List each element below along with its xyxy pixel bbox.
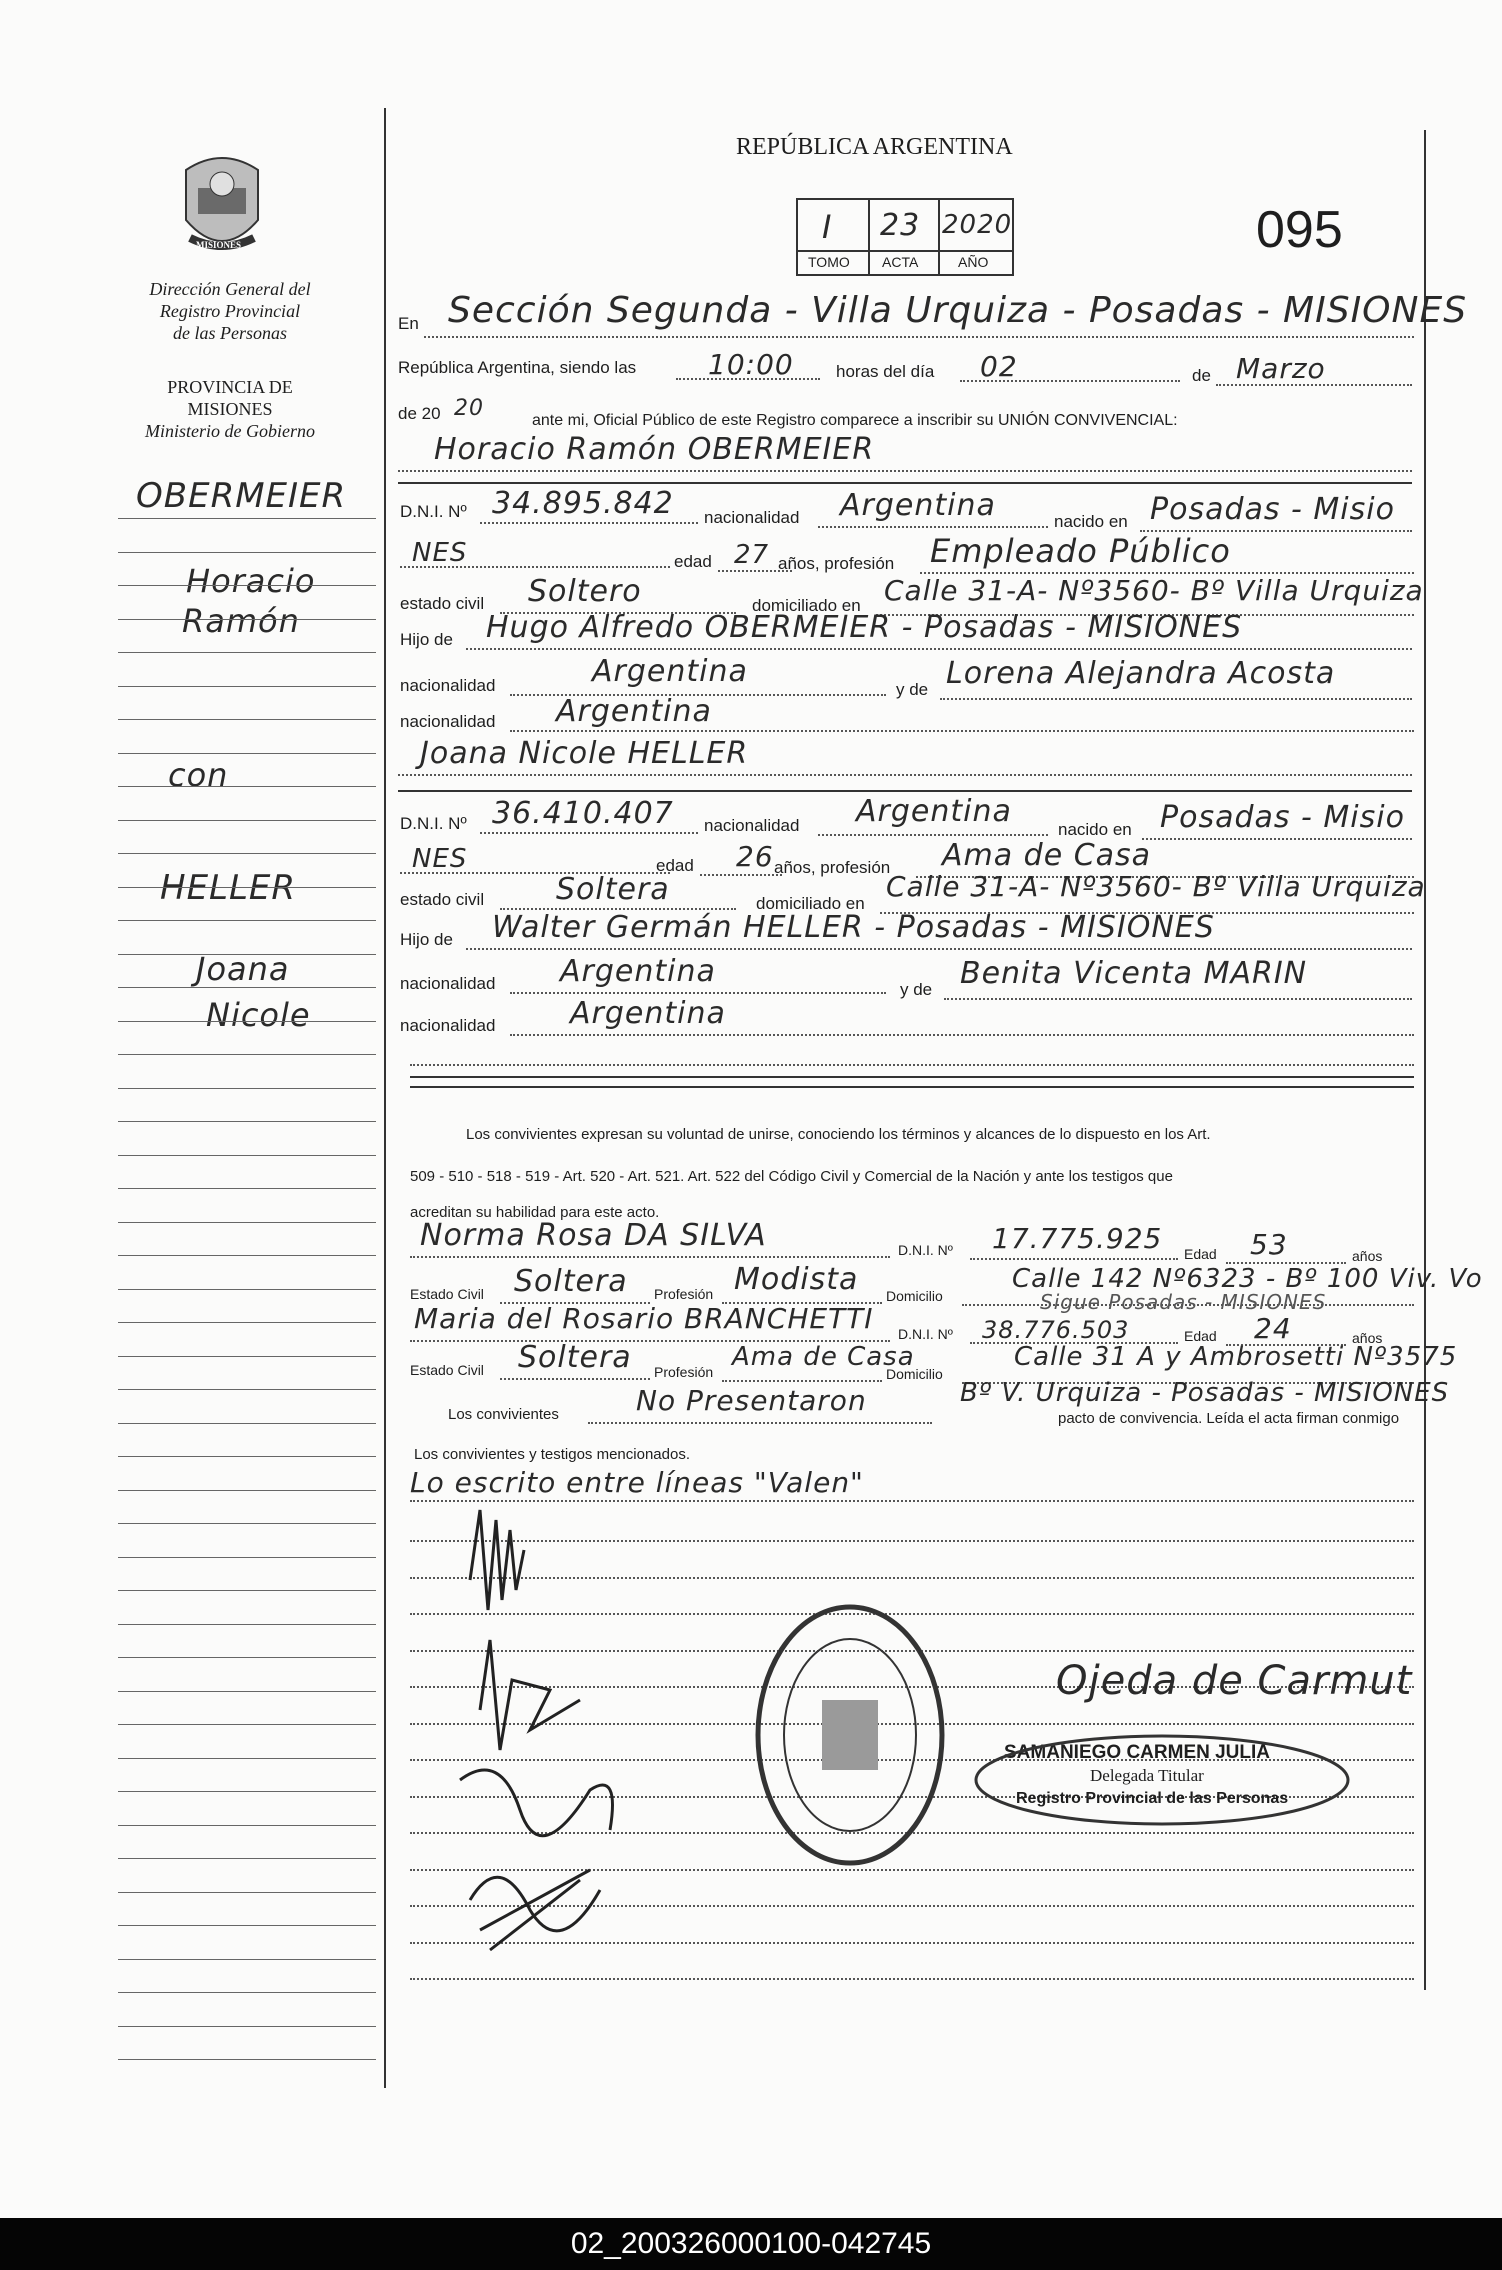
margin-given2b: Nicole — [206, 996, 311, 1034]
margin-given1b: Ramón — [182, 602, 300, 640]
p1-profession: Empleado Público — [930, 532, 1231, 570]
party-signatures — [440, 1490, 660, 1980]
w2-dom-label: Domicilio — [886, 1366, 943, 1382]
de20-label: de 20 — [398, 404, 441, 423]
margin-line — [118, 2059, 376, 2060]
tomo-acta-ano-box — [796, 198, 1014, 276]
province-line2: MISIONES — [187, 399, 273, 419]
closing-note: Lo escrito entre líneas "Valen" — [410, 1466, 864, 1499]
p1-birthplace2: NES — [412, 538, 468, 568]
margin-line — [118, 954, 376, 955]
agency-line3: de las Personas — [173, 323, 287, 343]
p2-nacido-label: nacido en — [1058, 820, 1132, 839]
p1-father: Hugo Alfredo OBERMEIER - Posadas - MISIONES — [486, 610, 1243, 645]
hour-value: 10:00 — [708, 348, 794, 381]
en-label: En — [398, 314, 419, 333]
closing-pact-text: pacto de convivencia. Leída el acta firman conmigo — [1058, 1410, 1400, 1427]
margin-line — [118, 1925, 376, 1926]
margin-line — [118, 1289, 376, 1290]
margin-line — [118, 753, 376, 754]
margin-line — [118, 585, 376, 586]
p1-edad-label: edad — [674, 552, 712, 571]
margin-line — [118, 1590, 376, 1591]
margin-line — [118, 1791, 376, 1792]
margin-line — [118, 920, 376, 921]
p2-address: Calle 31-A- Nº3560- Bº Villa Urquiza — [886, 870, 1426, 903]
margin-line — [118, 1456, 376, 1457]
official-oval-stamp — [972, 1732, 1352, 1828]
w2-edad-label: Edad — [1184, 1328, 1217, 1344]
margin-line — [118, 1255, 376, 1256]
p2-father-nat-label: nacionalidad — [400, 974, 496, 993]
scan-code-footer: 02_200326000100-042745 — [0, 2218, 1502, 2270]
margin-line — [118, 1758, 376, 1759]
margin-line — [118, 619, 376, 620]
w1-prof-label: Profesión — [654, 1286, 714, 1302]
person2-top-rule — [398, 790, 1412, 792]
seal-label: MISIONES — [196, 240, 242, 250]
declaration-line1: Los convivientes expresan su voluntad de unirse, conociendo los términos y alcances de lo dispuesto en los Art. — [466, 1126, 1211, 1143]
p2-dom-label: domiciliado en — [756, 894, 865, 913]
margin-line — [118, 1724, 376, 1725]
p1-address: Calle 31-A- Nº3560- Bº Villa Urquiza — [884, 574, 1424, 607]
anio-value: 2020 — [942, 210, 1013, 240]
p2-dni: 36.410.407 — [492, 796, 674, 831]
agency-line2: Registro Provincial — [159, 301, 301, 321]
province-line1: PROVINCIA DE — [167, 377, 293, 397]
w1-edad-label: Edad — [1184, 1246, 1217, 1262]
margin-line — [118, 552, 376, 553]
country-title: REPÚBLICA ARGENTINA — [736, 134, 1013, 160]
p1-dom-label: domiciliado en — [752, 596, 861, 615]
p1-mother-nat: Argentina — [556, 694, 712, 729]
p2-hijo-label: Hijo de — [400, 930, 453, 949]
w2-anos-label: años — [1352, 1330, 1383, 1346]
margin-line — [118, 1858, 376, 1859]
margin-line — [118, 1657, 376, 1658]
de-label: de — [1192, 366, 1211, 385]
closing-address-cont: Bº V. Urquiza - Posadas - MISIONES — [960, 1378, 1450, 1408]
section-rule-2 — [410, 1086, 1414, 1088]
w1-address: Calle 142 Nº6323 - Bº 100 Viv. Vo — [1012, 1264, 1483, 1294]
p2-age: 26 — [736, 840, 774, 873]
margin-surname1: OBERMEIER — [136, 476, 347, 516]
person1-name: Horacio Ramón OBERMEIER — [434, 432, 875, 467]
margin-con: con — [168, 756, 229, 794]
closing-pact: No Presentaron — [636, 1384, 867, 1417]
left-frame-line — [384, 108, 386, 2088]
acta-label: ACTA — [882, 254, 919, 270]
acta-value: 23 — [880, 208, 921, 243]
p2-nac-label: nacionalidad — [704, 816, 800, 835]
p1-civil: Soltero — [528, 574, 642, 609]
margin-line — [118, 1121, 376, 1122]
p1-age: 27 — [734, 540, 770, 570]
p1-father-nat-label: nacionalidad — [400, 676, 496, 695]
margin-line — [118, 652, 376, 653]
p2-mother: Benita Vicenta MARIN — [960, 956, 1308, 991]
w2-address: Calle 31 A y Ambrosetti Nº3575 — [1014, 1342, 1458, 1372]
tomo-value: I — [822, 208, 833, 246]
margin-given1a: Horacio — [186, 562, 316, 600]
anio-label: AÑO — [958, 254, 989, 270]
person1-top-rule — [398, 482, 1412, 484]
agency-seal — [176, 150, 268, 262]
p1-father-nat: Argentina — [592, 654, 748, 689]
margin-line — [118, 1992, 376, 1993]
margin-line — [118, 1054, 376, 1055]
official-title: Delegada Titular — [1090, 1766, 1204, 1785]
p2-yde-label: y de — [900, 980, 933, 999]
w1-age: 53 — [1250, 1228, 1288, 1261]
w1-name: Norma Rosa DA SILVA — [420, 1218, 767, 1253]
p1-mother-nat-label: nacionalidad — [400, 712, 496, 731]
p1-nacido-label: nacido en — [1054, 512, 1128, 531]
p2-dni-label: D.N.I. Nº — [400, 814, 467, 833]
margin-line — [118, 1222, 376, 1223]
margin-line — [118, 1389, 376, 1390]
p2-profession: Ama de Casa — [942, 838, 1152, 873]
margin-given2a: Joana — [196, 950, 290, 988]
w2-prof-label: Profesión — [654, 1364, 714, 1380]
agency-line1: Dirección General del — [149, 279, 311, 299]
margin-line — [118, 1691, 376, 1692]
ra-label: República Argentina, siendo las — [398, 358, 637, 377]
w1-dni-label: D.N.I. Nº — [898, 1242, 953, 1258]
p1-hijo-label: Hijo de — [400, 630, 453, 649]
official-name: SAMANIEGO CARMEN JULIA — [1004, 1742, 1271, 1763]
w1-civil: Soltera — [514, 1264, 628, 1299]
ministry: Ministerio de Gobierno — [145, 421, 315, 441]
p2-father: Walter Germán HELLER - Posadas - MISIONES — [492, 910, 1215, 945]
margin-surname2: HELLER — [160, 868, 297, 908]
place-value: Sección Segunda - Villa Urquiza - Posadas - MISIONES — [448, 290, 1468, 331]
official-round-stamp — [750, 1600, 950, 1870]
w2-profession: Ama de Casa — [732, 1342, 915, 1372]
margin-line — [118, 1523, 376, 1524]
person2-name: Joana Nicole HELLER — [420, 736, 749, 771]
tomo-label: TOMO — [808, 254, 850, 270]
right-frame-line — [1424, 130, 1426, 1990]
month-value: Marzo — [1236, 352, 1326, 385]
w2-dni-label: D.N.I. Nº — [898, 1326, 953, 1342]
p1-dni-label: D.N.I. Nº — [400, 502, 467, 521]
p1-dni: 34.895.842 — [492, 486, 674, 521]
p1-nac-label: nacionalidad — [704, 508, 800, 527]
p1-yde-label: y de — [896, 680, 929, 699]
section-rule-1 — [410, 1076, 1414, 1078]
margin-line — [118, 987, 376, 988]
margin-line — [118, 719, 376, 720]
margin-line — [118, 518, 376, 519]
margin-line — [118, 1088, 376, 1089]
year-suffix: 20 — [454, 396, 484, 421]
p1-birthplace1: Posadas - Misio — [1150, 492, 1395, 527]
w2-civil-label: Estado Civil — [410, 1362, 484, 1378]
margin-line — [118, 786, 376, 787]
margin-line — [118, 887, 376, 888]
margin-line — [118, 853, 376, 854]
p2-father-nat: Argentina — [560, 954, 716, 989]
p1-prof-label: años, profesión — [778, 554, 895, 573]
margin-line — [118, 1322, 376, 1323]
p2-birthplace1: Posadas - Misio — [1160, 800, 1405, 835]
p2-mother-nat: Argentina — [570, 996, 726, 1031]
declaration-line2: 509 - 510 - 518 - 519 - Art. 520 - Art. 521. Art. 522 del Código Civil y Comercial de la Nación y ante los testigos que — [410, 1168, 1173, 1185]
margin-line — [118, 1155, 376, 1156]
intro-statement: ante mi, Oficial Público de este Registro comparece a inscribir su UNIÓN CONVIVENCIAL: — [532, 412, 1178, 429]
w2-age: 24 — [1254, 1312, 1292, 1345]
declaration-line3: acreditan su habilidad para este acto. — [410, 1204, 660, 1221]
margin-line — [118, 1490, 376, 1491]
p2-edad-label: edad — [656, 856, 694, 875]
margin-line — [118, 1557, 376, 1558]
margin-line — [118, 1188, 376, 1189]
day-value: 02 — [980, 350, 1018, 383]
margin-line — [118, 1825, 376, 1826]
w1-dni: 17.775.925 — [992, 1222, 1163, 1255]
horas-label: horas del día — [836, 362, 935, 381]
margin-line — [118, 1624, 376, 1625]
closing-line2: Los convivientes y testigos mencionados. — [414, 1446, 690, 1463]
p1-civil-label: estado civil — [400, 594, 485, 613]
p2-civil: Soltera — [556, 872, 670, 907]
p2-birthplace2: NES — [412, 844, 468, 874]
margin-line — [118, 1959, 376, 1960]
p1-nationality: Argentina — [840, 488, 996, 523]
w2-extra: Sigue Posadas - MISIONES — [1040, 1290, 1327, 1314]
act-number: 095 — [1256, 201, 1343, 259]
agency-name — [118, 278, 342, 344]
w2-civil: Soltera — [518, 1340, 632, 1375]
margin-line — [118, 1892, 376, 1893]
p2-prof-label: años, profesión — [774, 858, 891, 877]
margin-line — [118, 1423, 376, 1424]
margin-line — [118, 1356, 376, 1357]
p2-civil-label: estado civil — [400, 890, 485, 909]
province-block — [118, 376, 342, 442]
w2-dni: 38.776.503 — [982, 1316, 1130, 1344]
p1-mother: Lorena Alejandra Acosta — [946, 656, 1336, 691]
w1-profession: Modista — [734, 1262, 859, 1297]
margin-line — [118, 820, 376, 821]
p2-mother-nat-label: nacionalidad — [400, 1016, 496, 1035]
official-office: Registro Provincial de las Personas — [1016, 1790, 1289, 1807]
margin-line — [118, 686, 376, 687]
margin-line — [118, 2026, 376, 2027]
w1-dom-label: Domicilio — [886, 1288, 943, 1304]
margin-line — [118, 1021, 376, 1022]
closing-conv-label: Los convivientes — [448, 1406, 559, 1423]
w1-anos-label: años — [1352, 1248, 1383, 1264]
p2-nationality: Argentina — [856, 794, 1012, 829]
official-signature: Ojeda de Carmut — [1056, 1658, 1413, 1704]
w1-civil-label: Estado Civil — [410, 1286, 484, 1302]
w2-name: Maria del Rosario BRANCHETTI — [414, 1302, 874, 1335]
